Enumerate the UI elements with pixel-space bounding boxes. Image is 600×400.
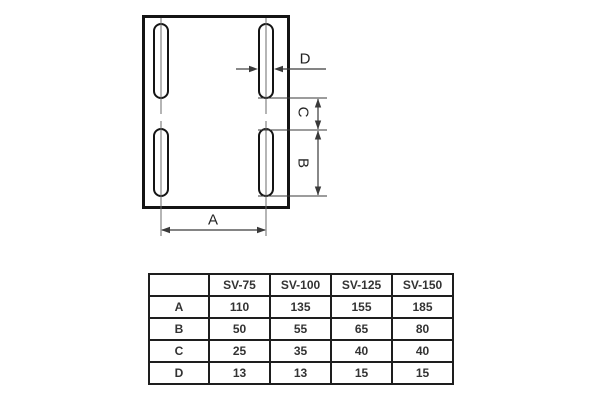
table-row-a <box>149 296 453 318</box>
dimensions-table <box>148 273 454 385</box>
table-header-sv100: SV-100 <box>270 274 331 296</box>
table-header-blank <box>149 274 209 296</box>
cell-value: 25 <box>209 340 270 362</box>
dim-label-d: D <box>299 50 311 68</box>
cell-value: 15 <box>331 362 392 384</box>
table-row-d <box>149 362 453 384</box>
dim-label-b: B <box>294 157 312 169</box>
row-label: D <box>149 362 209 384</box>
cell-value: 15 <box>392 362 453 384</box>
table-header-row <box>149 274 453 296</box>
cell-value: 135 <box>270 296 331 318</box>
dim-b-arrows <box>315 131 321 196</box>
row-label: A <box>149 296 209 318</box>
table-row-b <box>149 318 453 340</box>
cell-value: 13 <box>270 362 331 384</box>
cell-value: 55 <box>270 318 331 340</box>
row-label: C <box>149 340 209 362</box>
table-row-c <box>149 340 453 362</box>
cell-value: 50 <box>209 318 270 340</box>
dim-label-c: C <box>294 106 312 118</box>
cell-value: 13 <box>209 362 270 384</box>
cell-value: 40 <box>331 340 392 362</box>
cell-value: 185 <box>392 296 453 318</box>
table-header-sv125: SV-125 <box>331 274 392 296</box>
dim-label-a: A <box>207 211 219 229</box>
cell-value: 35 <box>270 340 331 362</box>
slot-bottom-right <box>258 128 274 197</box>
row-label: B <box>149 318 209 340</box>
table-header-sv150: SV-150 <box>392 274 453 296</box>
slot-top-left <box>153 23 169 99</box>
cell-value: 80 <box>392 318 453 340</box>
cell-value: 65 <box>331 318 392 340</box>
cell-value: 155 <box>331 296 392 318</box>
cell-value: 110 <box>209 296 270 318</box>
table-header-sv75: SV-75 <box>209 274 270 296</box>
slot-top-right <box>258 23 274 99</box>
cell-value: 40 <box>392 340 453 362</box>
slot-bottom-left <box>153 128 169 197</box>
dim-c-arrows <box>315 99 321 130</box>
